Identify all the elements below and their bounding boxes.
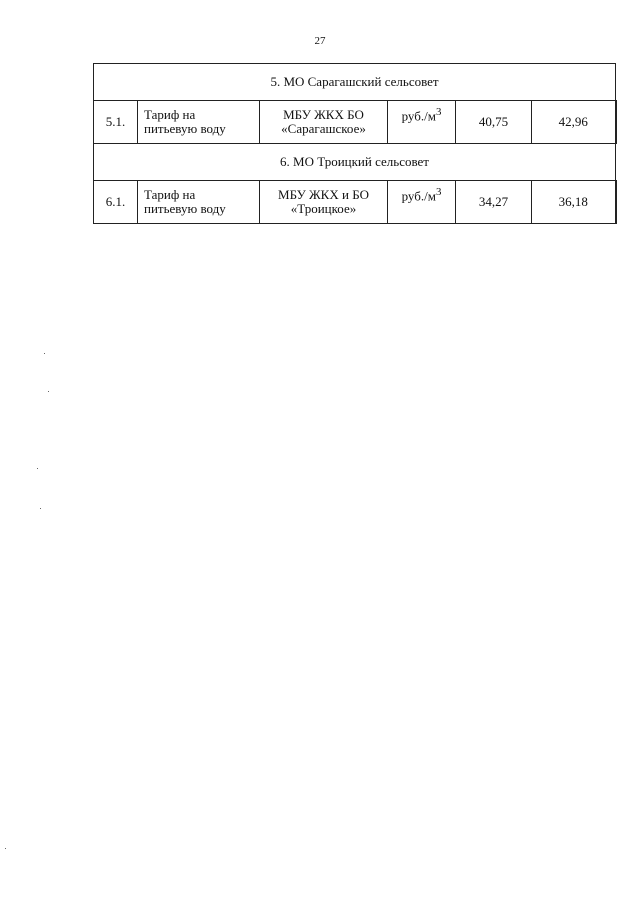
section-heading: 5. МО Сарагашский сельсовет xyxy=(94,64,616,101)
organization-line: «Сарагашское» xyxy=(281,121,366,136)
scan-speck xyxy=(5,848,6,849)
scan-speck xyxy=(40,508,41,509)
tariff-value-second: 42,96 xyxy=(532,101,616,144)
organization xyxy=(260,181,388,224)
tariff-name-line: Тариф на xyxy=(144,187,196,202)
tariff-value-first: 40,75 xyxy=(456,101,532,144)
table-row xyxy=(94,181,616,224)
unit-superscript: 3 xyxy=(435,186,442,198)
unit-superscript: 3 xyxy=(435,106,442,118)
tariff-name-line: питьевую воду xyxy=(144,201,226,216)
scan-speck xyxy=(44,353,45,354)
row-number: 6.1. xyxy=(94,181,138,224)
section-heading: 6. МО Троицкий сельсовет xyxy=(94,144,616,181)
row-number: 5.1. xyxy=(94,101,138,144)
tariff-value-second: 36,18 xyxy=(532,181,616,224)
organization-line: МБУ ЖКХ и БО xyxy=(278,187,369,202)
tariff-name-line: питьевую воду xyxy=(144,121,226,136)
organization-line: «Троицкое» xyxy=(290,201,357,216)
unit-text: руб./м xyxy=(401,188,436,204)
tariff-value-first: 34,27 xyxy=(456,181,532,224)
section-heading-row xyxy=(94,64,616,101)
organization-line: МБУ ЖКХ БО xyxy=(283,107,364,122)
tariff-name xyxy=(138,181,260,224)
table-row xyxy=(94,101,616,144)
page-number: 27 xyxy=(314,35,326,47)
scan-speck xyxy=(48,391,49,392)
unit xyxy=(388,181,456,224)
section-heading-row xyxy=(94,144,616,181)
unit xyxy=(388,101,456,144)
organization xyxy=(260,101,388,144)
tariff-name xyxy=(138,101,260,144)
tariff-table xyxy=(93,63,617,224)
tariff-name-line: Тариф на xyxy=(144,107,196,122)
unit-text: руб./м xyxy=(401,108,436,124)
scan-speck xyxy=(37,468,38,469)
